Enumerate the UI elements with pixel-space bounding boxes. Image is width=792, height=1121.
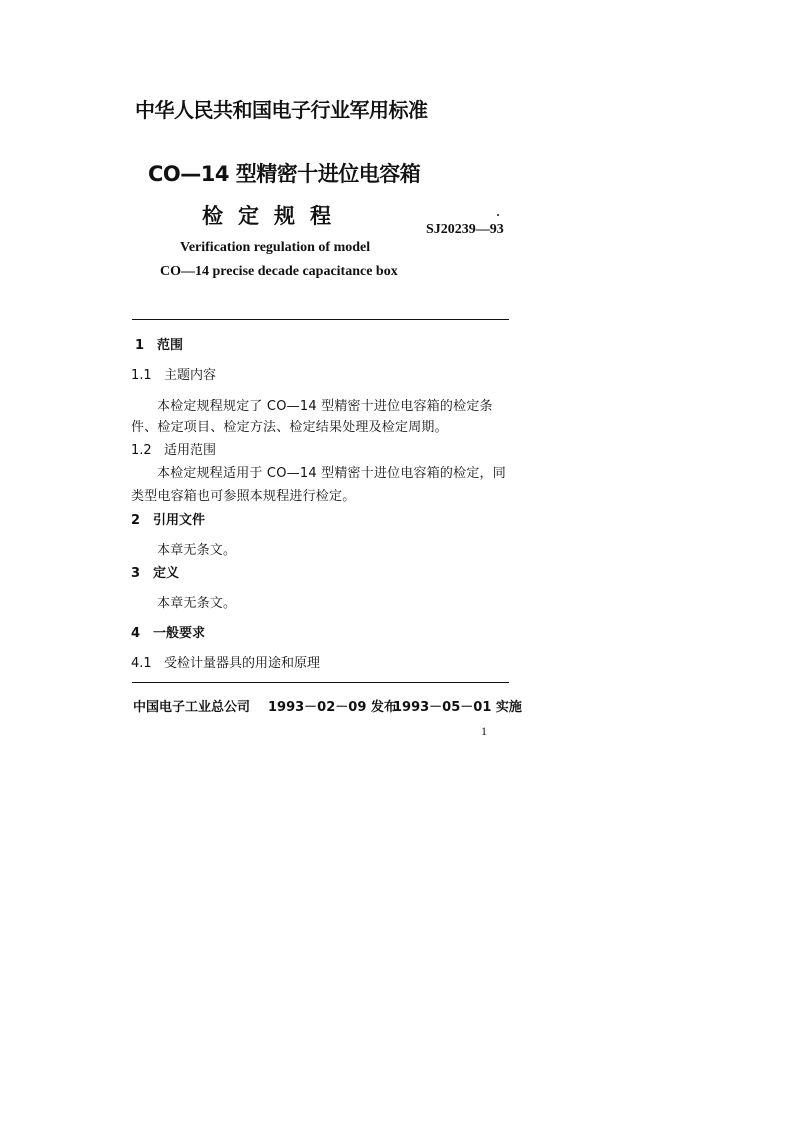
section-3-heading [131,562,179,581]
section-4-1-heading [131,652,320,671]
scan-dot [497,214,499,216]
section-number: 2 [131,513,141,528]
section-1-heading [135,334,183,353]
section-1-2-heading [131,439,216,458]
section-number: 3 [131,566,141,581]
section-number: 4 [131,626,141,641]
document-subtitle-zh: 检定规程 [202,204,346,228]
section-4-heading [131,622,205,641]
page-number: 1 [481,724,487,738]
document-title-zh: CO—14 型精密十进位电容箱 [148,162,421,186]
footer-publish-date: 1993－02－09 发布 [268,700,397,715]
document-title-en-line2: CO—14 precise decade capacitance box [160,264,398,279]
standard-category: 中华人民共和国电子行业军用标准 [135,98,428,122]
section-1-2-paragraph-line1: 本检定规程适用于 CO—14 型精密十进位电容箱的检定，同 [157,466,506,481]
section-2-body: 本章无条文。 [157,543,237,558]
section-number: 1.2 [131,443,152,458]
section-title: 受检计量器具的用途和原理 [164,656,321,671]
footer-implement-date: 1993－05－01 实施 [393,700,522,715]
section-3-body: 本章无条文。 [157,596,237,611]
section-1-1-paragraph-line2: 件、检定项目、检定方法、检定结果处理及检定周期。 [131,420,448,435]
section-number: 1.1 [131,368,152,383]
top-divider [132,319,509,320]
section-title: 范围 [157,338,184,353]
footer-publisher: 中国电子工业总公司 [133,700,251,715]
section-number: 4.1 [131,656,152,671]
section-number: 1 [135,338,145,353]
section-title: 定义 [153,566,180,581]
section-title: 引用文件 [153,513,206,528]
bottom-divider [132,682,509,683]
section-2-heading [131,509,205,528]
document-title-en-line1: Verification regulation of model [180,240,371,255]
section-title: 适用范围 [164,443,217,458]
section-title: 一般要求 [153,626,206,641]
standard-number: SJ20239—93 [426,222,504,237]
section-1-1-heading [131,364,216,383]
section-1-2-paragraph-line2: 类型电容箱也可参照本规程进行检定。 [131,489,356,504]
section-1-1-paragraph-line1: 本检定规程规定了 CO—14 型精密十进位电容箱的检定条 [157,399,493,414]
section-title: 主题内容 [164,368,217,383]
